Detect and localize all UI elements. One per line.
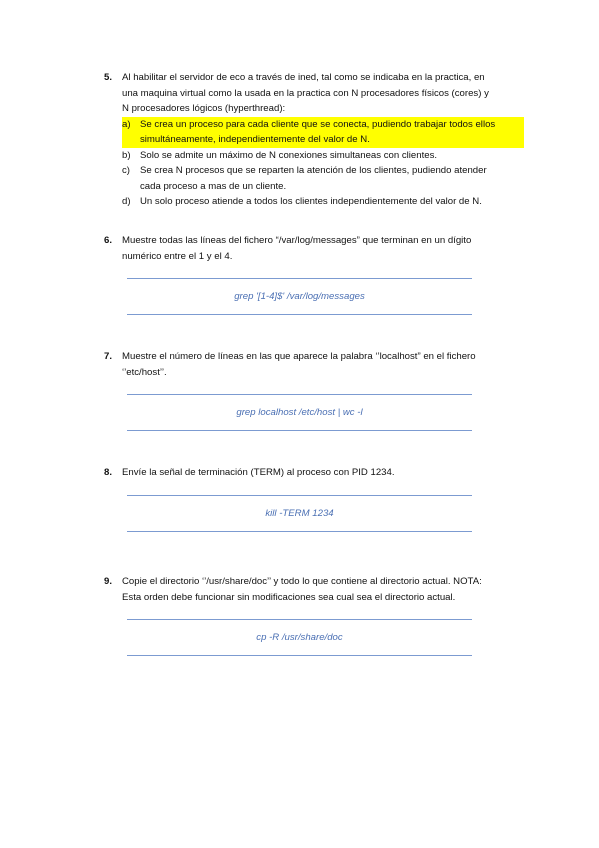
answer-top-rule: [127, 619, 472, 620]
question-text: [122, 574, 524, 605]
question-5: [104, 70, 524, 210]
question-line: N procesadores lógicos (hyperthread):: [122, 103, 286, 114]
answer-top-rule: [127, 495, 472, 496]
answer-field: [127, 619, 472, 656]
question-line: Muestre el número de líneas en las que aparece la palabra ‘’localhost” en el fichero: [122, 351, 476, 362]
question-text: [122, 70, 524, 117]
question-text: [122, 465, 524, 481]
answer-text: grep localhost /etc/host | wc -l: [236, 407, 363, 418]
question-number: 7.: [104, 351, 113, 362]
answer-field: [127, 394, 472, 431]
option-letter: d): [122, 196, 131, 207]
option-line: Un solo proceso atiende a todos los clientes independientemente del valor de N.: [140, 196, 482, 207]
answer-bottom-rule: [127, 314, 472, 315]
answer-text: kill -TERM 1234: [265, 508, 334, 519]
question-line: Copie el directorio ‘’/usr/share/doc’’ y todo lo que contiene al directorio actual. NOTA:: [122, 576, 482, 587]
answer-top-rule: [127, 278, 472, 279]
question-9: [104, 574, 524, 605]
option-c: [122, 163, 524, 194]
option-line: Solo se admite un máximo de N conexiones simultaneas con clientes.: [140, 149, 438, 161]
question-line: Muestre todas las líneas del fichero “/var/log/messages” que terminan en un dígito: [122, 235, 472, 246]
option-letter: a): [122, 118, 131, 130]
question-line: numérico entre el 1 y el 4.: [122, 250, 233, 262]
option-line: cada proceso a mas de un cliente.: [140, 180, 287, 192]
answer-text: cp -R /usr/share/doc: [256, 632, 343, 643]
question-line: Esta orden debe funcionar sin modificaciones sea cual sea el directorio actual.: [122, 591, 456, 603]
question-line: Envíe la señal de terminación (TERM) al proceso con PID 1234.: [122, 467, 395, 478]
options-list: [122, 117, 524, 210]
option-a: [122, 117, 524, 148]
question-line: Al habilitar el servidor de eco a través de ined, tal como se indicaba en la practica, en: [122, 72, 485, 83]
question-number: 8.: [104, 467, 113, 478]
question-number: 6.: [104, 235, 113, 246]
option-line: simultáneamente, independientemente del valor de N.: [140, 134, 370, 145]
answer-bottom-rule: [127, 531, 472, 532]
option-line: Se crea un proceso para cada cliente que se conecta, pudiendo trabajar todos ellos: [140, 118, 496, 130]
option-line: Se crea N procesos que se reparten la atención de los clientes, pudiendo atender: [140, 165, 487, 176]
answer-field: [127, 495, 472, 532]
question-text: [122, 349, 524, 380]
answer-bottom-rule: [127, 655, 472, 656]
option-b: [122, 148, 524, 164]
question-6: [104, 233, 524, 264]
answer-top-rule: [127, 394, 472, 395]
question-7: [104, 349, 524, 380]
answer-bottom-rule: [127, 430, 472, 431]
question-line: ‘’etc/host’’.: [122, 366, 167, 378]
question-number: 5.: [104, 72, 113, 83]
option-d: [122, 194, 524, 210]
question-8: [104, 465, 524, 481]
question-line: una maquina virtual como la usada en la practica con N procesadores físicos (cores) y: [122, 87, 489, 99]
answer-field: [127, 278, 472, 315]
answer-text: grep '[1-4]$' /var/log/messages: [234, 291, 365, 302]
option-letter: c): [122, 165, 130, 176]
option-letter: b): [122, 149, 131, 161]
question-number: 9.: [104, 576, 113, 587]
question-text: [122, 233, 524, 264]
